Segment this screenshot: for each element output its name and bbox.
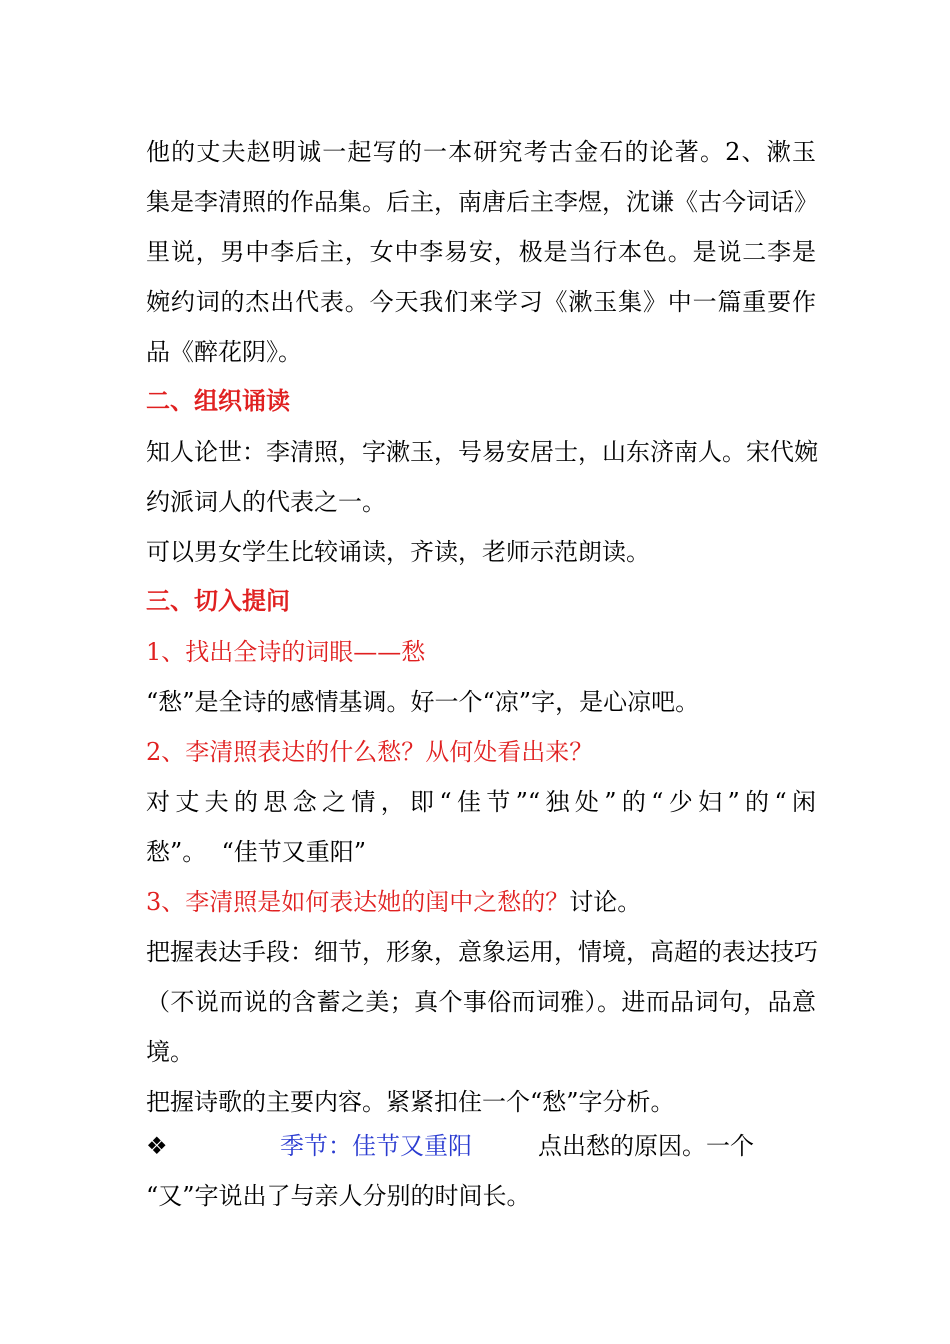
intro-line-2: 集是李清照的作品集。后主，南唐后主李煜，沈谦《古今词话》 bbox=[146, 188, 818, 216]
diamond-bullet-icon: ❖ bbox=[146, 1132, 168, 1160]
answer-1: “愁”是全诗的感情基调。好一个“凉”字，是心凉吧。 bbox=[146, 688, 700, 716]
question-3-suffix: 讨论。 bbox=[569, 888, 642, 916]
intro-line-1: 他的丈夫赵明诚一起写的一本研究考古金石的论著。2、漱玉 bbox=[146, 138, 816, 166]
bullet-continuation: “又”字说出了与亲人分别的时间长。 bbox=[146, 1182, 531, 1210]
intro-line-3: 里说，男中李后主，女中李易安，极是当行本色。是说二李是 bbox=[146, 238, 816, 266]
section-heading-questions: 三、切入提问 bbox=[146, 586, 290, 615]
answer-2-line-2: 愁”。 “佳节又重阳” bbox=[146, 838, 367, 866]
answer-3-line-1: 把握表达手段：细节，形象，意象运用，情境，高超的表达技巧 bbox=[146, 938, 818, 966]
section2-line-1: 知人论世：李清照，字漱玉，号易安居士，山东济南人。宋代婉 bbox=[146, 438, 818, 466]
season-reason: 点出愁的原因。一个 bbox=[538, 1132, 754, 1160]
section2-line-3: 可以男女学生比较诵读，齐读，老师示范朗读。 bbox=[146, 538, 650, 566]
question-2: 2、李清照表达的什么愁？从何处看出来？ bbox=[146, 738, 594, 766]
season-label: 季节：佳节又重阳 bbox=[280, 1132, 472, 1160]
section2-line-2: 约派词人的代表之一。 bbox=[146, 488, 386, 516]
question-3-row bbox=[146, 886, 641, 918]
answer-3-line-3: 境。 bbox=[146, 1038, 194, 1066]
intro-line-5: 品《醉花阴》。 bbox=[146, 338, 302, 366]
intro-line-4: 婉约词的杰出代表。今天我们来学习《漱玉集》中一篇重要作 bbox=[146, 288, 816, 316]
question-3: 3、李清照是如何表达她的闺中之愁的？ bbox=[146, 888, 570, 916]
question-1: 1、找出全诗的词眼——愁 bbox=[146, 638, 426, 666]
section-heading-recitation: 二、组织诵读 bbox=[146, 386, 290, 415]
answer-2-line-1: 对丈夫的思念之情，即“佳节”“独处”的“少妇”的“闲 bbox=[146, 788, 816, 816]
answer-3-line-4: 把握诗歌的主要内容。紧紧扣住一个“愁”字分析。 bbox=[146, 1088, 675, 1116]
bullet-row bbox=[146, 1130, 826, 1162]
answer-3-line-2: （不说而说的含蓄之美；真个事俗而词雅）。进而品词句，品意 bbox=[146, 988, 816, 1016]
